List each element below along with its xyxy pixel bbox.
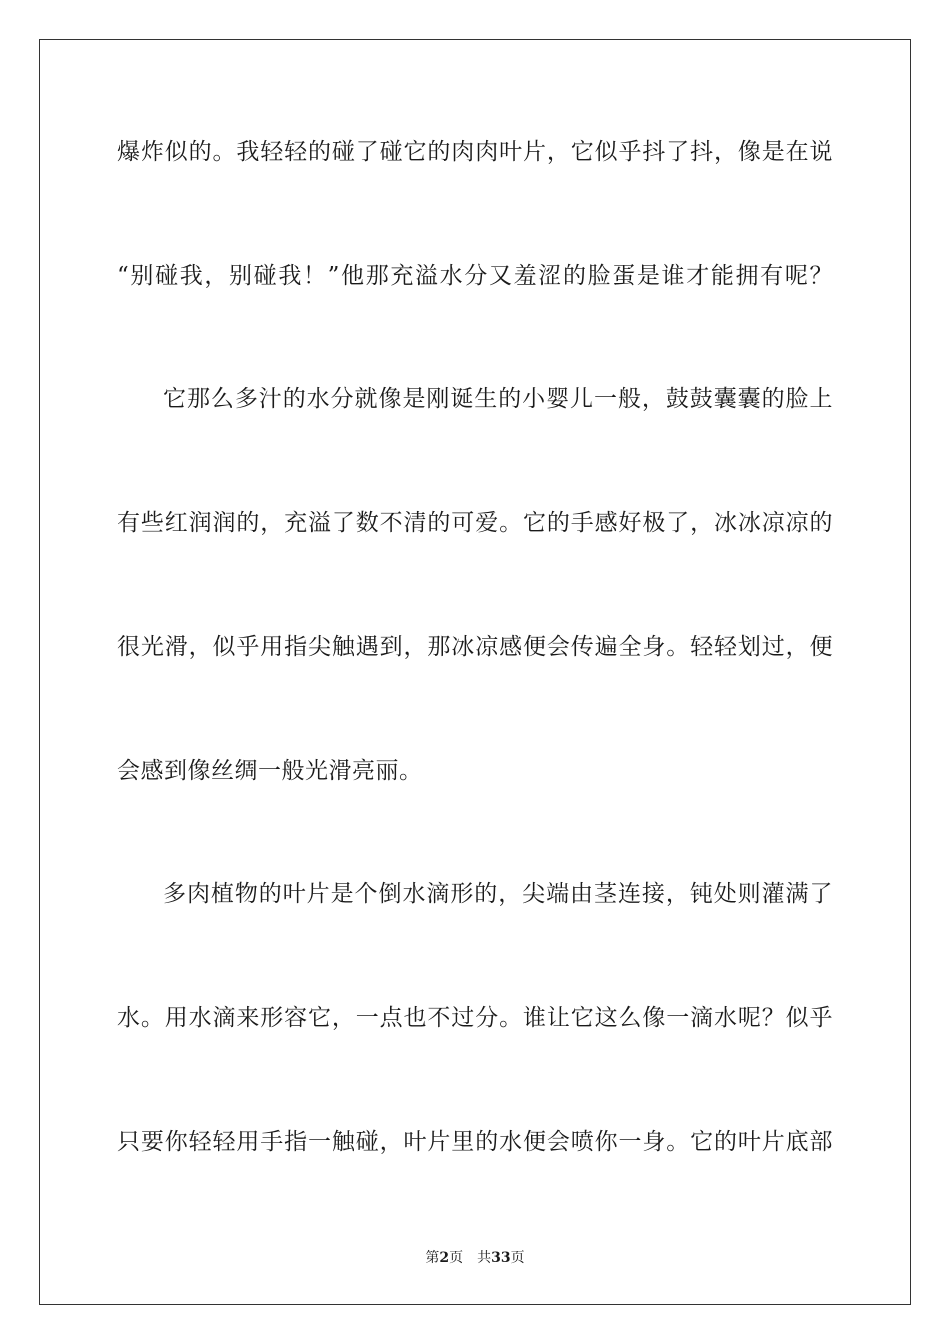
text-line-4: 有些红润润的，充溢了数不清的可爱。它的手感好极了，冰冰凉凉的: [117, 510, 833, 536]
page-prefix: 第: [425, 1250, 440, 1266]
text-line-8: 水。用水滴来形容它，一点也不过分。谁让它这么像一滴水呢？似乎: [117, 1005, 833, 1031]
text-line-1: 爆炸似的。我轻轻的碰了碰它的肉肉叶片，它似乎抖了抖，像是在说: [117, 139, 833, 165]
text-line-6: 会感到像丝绸一般光滑亮丽。: [117, 758, 423, 784]
text-line-9: 只要你轻轻用手指一触碰，叶片里的水便会喷你一身。它的叶片底部: [117, 1129, 833, 1155]
page-total: 33: [491, 1250, 511, 1266]
text-line-7: 多肉植物的叶片是个倒水滴形的，尖端由茎连接，钝处则灌满了: [163, 881, 833, 907]
text-line-5: 很光滑，似乎用指尖触遇到，那冰凉感便会传遍全身。轻轻划过，便: [117, 634, 833, 660]
text-line-3: 它那么多汁的水分就像是刚诞生的小婴儿一般，鼓鼓囊囊的脸上: [163, 386, 833, 412]
total-prefix: 共: [477, 1250, 492, 1266]
total-suffix: 页: [510, 1250, 525, 1266]
page-footer: [0, 1247, 950, 1267]
text-line-2: “别碰我，别碰我！”他那充溢水分又羞涩的脸蛋是谁才能拥有呢？: [117, 263, 833, 289]
page-suffix: 页: [449, 1250, 464, 1266]
page-border: [39, 39, 911, 1305]
page-current: 2: [439, 1250, 450, 1266]
